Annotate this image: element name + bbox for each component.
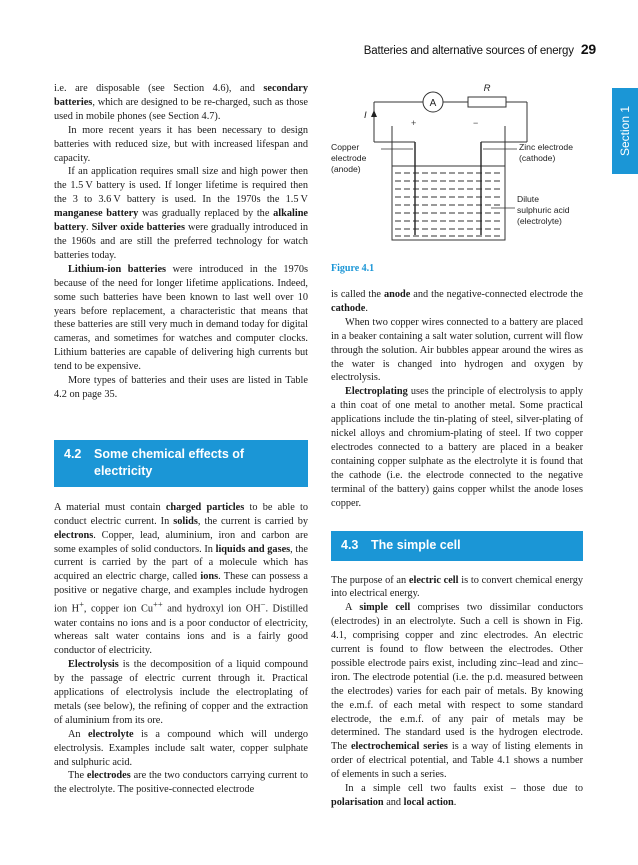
ammeter-label: A [429,98,437,109]
section-heading-4-2 [54,440,308,487]
paragraph: The electrodes are the two conductors carrying current to the electrolyte. The positive-connected electrode [54,770,308,796]
paragraph: i.e. are disposable (see Section 4.6), and secondary batteries, which are designed to be re-charged, such as those used in mobile phones (see Section 4.7). [54,83,308,122]
acid-label-line3: (electrolyte) [517,216,562,226]
acid-label-line1: Dilute [517,194,539,204]
zinc-label-line1: Zinc electrode [519,142,573,152]
paragraph: A simple cell comprises two dissimilar conductors (electrodes) in an electrolyte. Such a cell is shown in Fig. 4.1, comprising copper and zinc electrodes. An electric current is found to flow between the electrodes. Other possible electrode pairs exist, including zinc–lead and zinc–iron. The electrode potential (i.e. the p.d. measured between the electrodes) varies for each pair of metals. By knowing the e.m.f. of each metal with respect to some standard electrode, the e.m.f. of any pair of metals may be determined. The standard used is the hydrogen electrode. The electrochemical series is a way of listing elements in order of electrical potential, and Table 4.1 shows a number of elements in such a series. [331,602,584,781]
running-title: Batteries and alternative sources of energy [363,45,574,57]
paragraph: Electrolysis is the decomposition of a liquid compound by the passage of electric current through it. Practical applications of electrolysis include the electroplating of metals (see below), the refining of copper and the extraction of aluminium from its ore. [54,659,308,726]
section-heading-4-3 [331,531,583,561]
paragraph: An electrolyte is a compound which will undergo electrolysis. Examples include salt water, copper sulphate and sulphuric acid. [54,728,308,768]
copper-label-line1: Copper [331,142,360,152]
simple-cell-diagram [331,80,583,260]
zinc-label-line2: (cathode) [519,153,556,163]
section-number: 4.2 [64,446,82,461]
paragraph: is called the anode and the negative-connected electrode the cathode. [331,289,583,314]
paragraph: The purpose of an electric cell is to convert chemical energy into electrical energy. [331,574,583,600]
left-column [54,82,308,797]
electrolyte-liquid [395,173,503,236]
current-arrow-icon [371,110,377,117]
resistor-label: R [483,83,491,94]
section-side-tab-label: Section 1 [618,105,632,157]
paragraph: If an application requires small size and high power then the 1.5 V battery is used. If longer lifetime is required then the 3 to 3.6 V battery is used. In the 1970s the 1.5 V manganese battery was gradually replaced by the alkaline battery. Silver oxide batteries were gradually introduced in the 1960s and are still the preferred technology for watch batteries today. [54,166,308,261]
section-side-tab[interactable] [612,88,638,174]
current-label: I [364,110,367,121]
plus-sign: + [411,118,417,128]
paragraph: More types of batteries and their uses are listed in Table 4.2 on page 35. [54,375,308,400]
paragraph: Lithium-ion batteries were introduced in the 1970s because of the need for longer lifetime applications. Indeed, some such batteries have been known to last well over 10 years before replacement, a characteristic that means that these batteries are still very much in demand today for digital cameras, and sometimes for watches and computer clocks. Lithium batteries are capable of delivering high currents but tend to be expensive. [54,263,308,373]
paragraph: A material must contain charged particles to be able to conduct electric current. In solids, the current is carried by electrons. Copper, lead, aluminium, iron and carbon are some examples of solid conductors. In liquids and gases, the current is carried by the part of a molecule which has acquired an electric charge, called ions. These can possess a positive or negative charge, and examples include hydrogen ion H+, copper ion Cu++ and hydroxyl ion OH−. Distilled water contains no ions and is a poor conductor of electricity, whereas salt water contains ions and is a fairly good conductor of electricity. [54,501,309,657]
section-title: Some chemical effects of [94,446,245,461]
running-header [364,41,596,57]
resistor-symbol [468,97,506,107]
page-number: 29 [580,41,596,57]
figure-caption: Figure 4.1 [331,263,375,274]
paragraph: In more recent years it has been necessary to design batteries with reduced size, but with increased lifespan and capacity. [54,124,308,164]
paragraph: Electroplating uses the principle of electrolysis to apply a thin coat of one metal to another metal. Some practical applications include the tin-plating of steel, silver-plating of nickel alloys and chromium-plating of steel. If two copper electrodes connected to a battery are placed in a beaker containing copper sulphate as the electrolyte it is found that the cathode (i.e. the electrode connected to the negative terminal of the battery) gains copper whilst the anode loses copper. [331,386,583,509]
section-number: 4.3 [341,537,359,552]
acid-label-line2: sulphuric acid [517,205,570,215]
paragraph: When two copper wires connected to a battery are placed in a beaker containing a salt water solution, current will flow through the solution. Air bubbles appear around the wires as the water is changed into hydrogen and oxygen by electrolysis. [331,316,583,384]
beaker [392,126,505,240]
section-title: The simple cell [371,537,461,552]
section-title: electricity [94,463,153,478]
copper-label-line3: (anode) [331,164,361,174]
paragraph: In a simple cell two faults exist – those due to polarisation and local action. [331,783,583,808]
copper-label-line2: electrode [331,153,367,163]
right-column [331,288,583,810]
minus-sign: − [473,118,479,128]
figure-simple-cell [331,80,583,278]
